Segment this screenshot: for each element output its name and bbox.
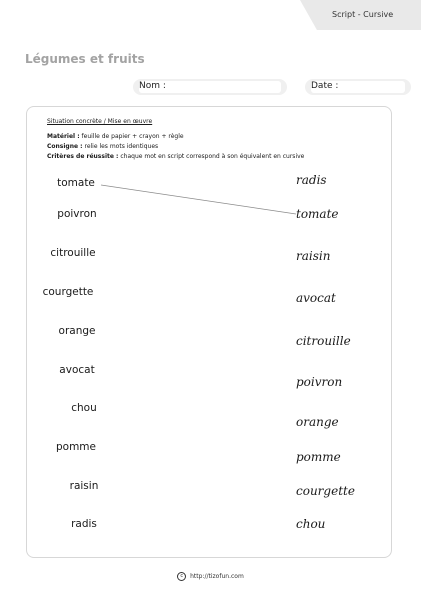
connection-line	[101, 185, 296, 214]
footer	[0, 572, 421, 581]
script-word[interactable]: orange	[58, 325, 96, 337]
cursive-word[interactable]: chou	[296, 517, 326, 531]
consigne-label: Consigne :	[47, 143, 83, 150]
script-word[interactable]: avocat	[59, 364, 95, 376]
header-tab-label: Script - Cursive	[332, 10, 394, 19]
cursive-word[interactable]: tomate	[296, 207, 339, 221]
script-word[interactable]: citrouille	[50, 247, 96, 259]
script-word[interactable]: radis	[71, 518, 97, 530]
script-word[interactable]: chou	[71, 402, 97, 414]
script-word[interactable]: courgette	[42, 286, 94, 298]
cursive-word[interactable]: raisin	[296, 249, 331, 263]
cursive-word[interactable]: avocat	[296, 291, 336, 305]
script-word[interactable]: poivron	[57, 208, 97, 220]
situation-heading: Situation concrète / Mise en œuvre	[47, 118, 153, 125]
footer-url[interactable]: http://tizofun.com	[190, 573, 244, 580]
cursive-word[interactable]: courgette	[296, 484, 355, 498]
cursive-word[interactable]: citrouille	[296, 334, 351, 348]
cursive-word[interactable]: orange	[296, 415, 339, 429]
criteres-label: Critères de réussite :	[47, 153, 119, 160]
materiel-label: Matériel :	[47, 133, 80, 140]
cursive-word[interactable]: poivron	[296, 375, 343, 389]
script-word[interactable]: tomate	[57, 177, 95, 189]
date-field-label: Date :	[311, 81, 339, 91]
script-word[interactable]: pomme	[55, 441, 97, 453]
materiel-text: feuille de papier + crayon + règle	[81, 133, 184, 140]
cursive-word[interactable]: radis	[296, 173, 327, 187]
consigne-text: relie les mots identiques	[84, 143, 159, 150]
page-title: Légumes et fruits	[25, 52, 145, 66]
criteres-text: chaque mot en script correspond à son équivalent en cursive	[120, 153, 305, 160]
name-field-label: Nom :	[139, 81, 166, 91]
cursive-word[interactable]: pomme	[296, 450, 341, 464]
script-word[interactable]: raisin	[69, 480, 99, 492]
copyright-icon: c	[177, 572, 186, 581]
